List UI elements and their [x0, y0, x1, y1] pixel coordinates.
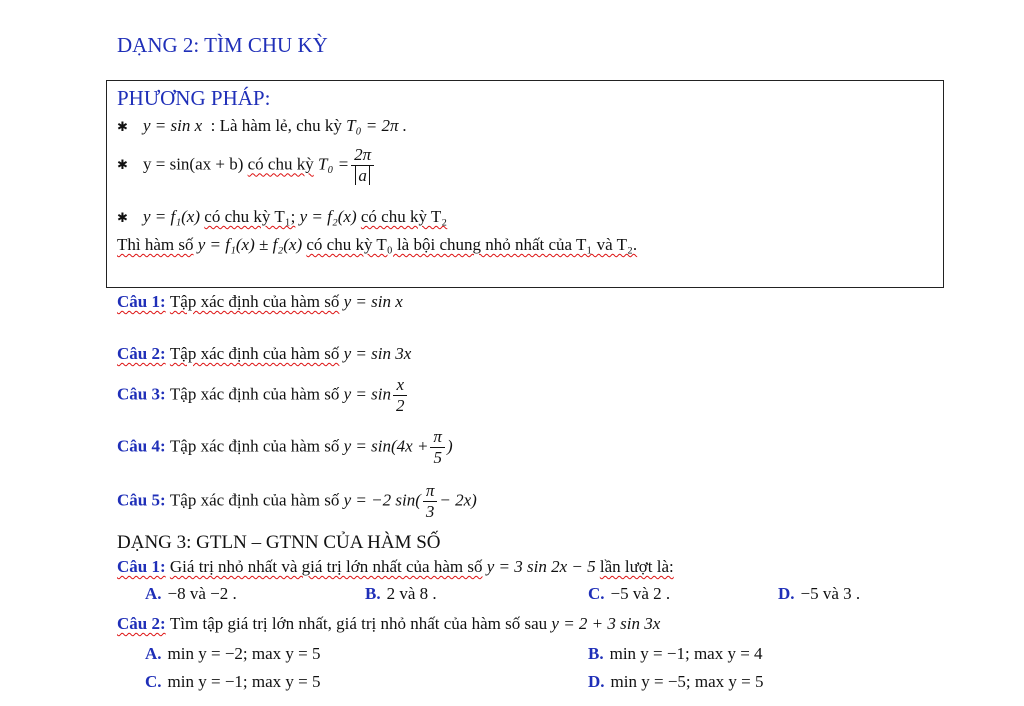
- option-text: 2 và 8 .: [386, 584, 437, 603]
- question-label: Câu 1:: [117, 557, 166, 576]
- option-3-2-c[interactable]: [145, 672, 320, 692]
- period-lhs: T₀ =: [317, 154, 350, 174]
- bullet-star-icon: ✱: [117, 119, 128, 135]
- section-2-title: DẠNG 2: TÌM CHU KỲ: [117, 33, 328, 57]
- method-text: Thì hàm số: [117, 235, 194, 254]
- question-formula: y = sin x: [343, 292, 403, 311]
- f2-formula: y = f₂(x): [299, 207, 357, 226]
- formula-fraction: [393, 376, 408, 415]
- option-3-2-d[interactable]: [588, 672, 763, 692]
- option-3-1-a[interactable]: [145, 584, 237, 604]
- formula-lhs: y = sin(4x +: [343, 436, 429, 456]
- question-label: Câu 5:: [117, 490, 166, 510]
- method-line-3: [117, 207, 447, 227]
- formula: y = sin x: [143, 116, 203, 135]
- bullet-star-icon: ✱: [117, 157, 128, 173]
- method-line-4: [117, 235, 637, 255]
- option-label: C.: [145, 672, 162, 691]
- question-2-2: [117, 344, 411, 364]
- formula-lhs: y = −2 sin(: [343, 490, 421, 510]
- question-3-1: [117, 557, 674, 577]
- question-label: Câu 3:: [117, 384, 166, 404]
- formula: y = sin(ax + b): [143, 154, 244, 174]
- option-label: B.: [588, 644, 604, 663]
- question-3-2: [117, 614, 660, 634]
- method-text: : Là hàm lẻ, chu kỳ: [210, 116, 342, 135]
- option-label: A.: [145, 584, 162, 603]
- bullet-star-icon: ✱: [117, 210, 128, 226]
- question-label: Câu 2:: [117, 614, 166, 633]
- question-2-3: [117, 376, 409, 415]
- question-label: Câu 4:: [117, 436, 166, 456]
- method-text: có chu kỳ: [247, 154, 314, 174]
- option-text: −8 và −2 .: [167, 584, 237, 603]
- method-line-2: [117, 146, 376, 185]
- question-label: Câu 2:: [117, 344, 166, 363]
- option-3-1-d[interactable]: [778, 584, 860, 604]
- question-formula: y = sin 3x: [343, 344, 412, 363]
- section-3-title: DẠNG 3: GTLN – GTNN CỦA HÀM SỐ: [117, 532, 441, 553]
- option-text: −5 và 2 .: [610, 584, 671, 603]
- question-text: Tập xác định của hàm số: [169, 384, 340, 404]
- question-formula: y = 2 + 3 sin 3x: [551, 614, 661, 633]
- option-label: A.: [145, 644, 162, 663]
- method-heading: PHƯƠNG PHÁP:: [117, 86, 271, 110]
- question-text: Tập xác định của hàm số: [169, 436, 340, 456]
- fraction-numerator: x: [393, 376, 408, 396]
- fraction-denominator: a: [355, 166, 370, 185]
- option-label: D.: [588, 672, 605, 691]
- question-formula: y = 3 sin 2x − 5: [486, 557, 596, 576]
- question-label: Câu 1:: [117, 292, 166, 311]
- formula-rhs: ): [446, 436, 453, 456]
- question-text: Tìm tập giá trị lớn nhất, giá trị nhỏ nhất của hàm số sau: [169, 614, 548, 633]
- f1-formula: y = f₁(x): [143, 207, 201, 226]
- fraction-numerator: π: [423, 482, 438, 502]
- fraction-denominator: 5: [433, 447, 442, 467]
- option-text: min y = −1; max y = 5: [167, 672, 321, 691]
- option-3-1-b[interactable]: [365, 584, 437, 604]
- formula-fraction: [430, 428, 445, 467]
- formula-lhs: y = sin: [343, 384, 391, 404]
- question-text: Tập xác định của hàm số: [169, 292, 340, 311]
- fraction-denominator: 3: [425, 501, 435, 521]
- option-text: min y = −2; max y = 5: [167, 644, 321, 663]
- question-text: Tập xác định của hàm số: [169, 344, 340, 363]
- question-text: Giá trị nhỏ nhất và giá trị lớn nhất của hàm số: [169, 557, 483, 576]
- method-text: có chu kỳ T₁;: [204, 207, 296, 226]
- option-label: B.: [365, 584, 381, 603]
- question-suffix: lần lượt là:: [599, 557, 674, 576]
- fraction-numerator: π: [430, 428, 445, 448]
- option-label: D.: [778, 584, 795, 603]
- question-2-1: [117, 292, 403, 312]
- formula-fraction: [423, 482, 438, 521]
- option-label: C.: [588, 584, 605, 603]
- fraction-denominator: 2: [395, 395, 405, 415]
- option-3-2-b[interactable]: [588, 644, 763, 664]
- formula-rhs: − 2x): [439, 490, 477, 510]
- method-line-1: [117, 116, 407, 136]
- option-text: min y = −5; max y = 5: [610, 672, 764, 691]
- option-3-2-a[interactable]: [145, 644, 320, 664]
- period: T₀ = 2π .: [346, 116, 408, 135]
- question-2-4: [117, 428, 453, 467]
- option-3-1-c[interactable]: [588, 584, 670, 604]
- question-2-5: [117, 482, 477, 521]
- formula: y = f₁(x) ± f₂(x): [197, 235, 303, 254]
- option-text: min y = −1; max y = 4: [609, 644, 763, 663]
- method-text: có chu kỳ T₂: [360, 207, 448, 226]
- fraction-numerator: 2π: [351, 146, 374, 166]
- period-fraction: [351, 146, 374, 185]
- question-text: Tập xác định của hàm số: [169, 490, 340, 510]
- method-text: có chu kỳ T₀ là bội chung nhỏ nhất của T₁ và T₂.: [306, 235, 638, 254]
- option-text: −5 và 3 .: [800, 584, 861, 603]
